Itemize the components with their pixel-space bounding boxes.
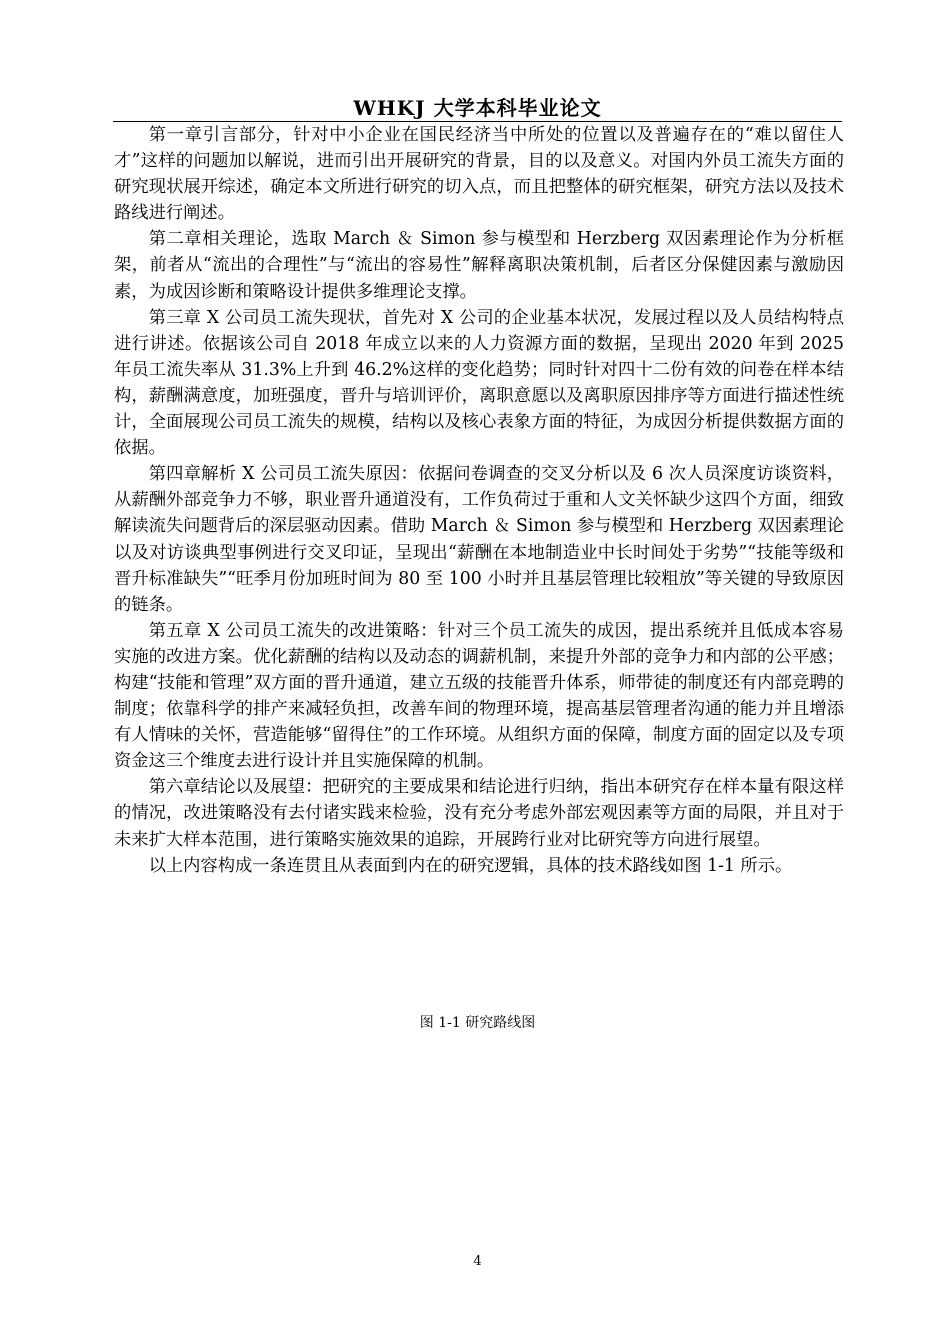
paragraph-chapter-5: 第五章 X 公司员工流失的改进策略：针对三个员工流失的成因，提出系统并且低成本容易实施的改进方案。优化薪酬的结构以及动态的调薪机制，来提升外部的竞争力和内部的公平感；构建“技能和管理”双方面的晋升通道，建立五级的技能晋升体系，师带徒的制度还有内部竞聘的制度；依靠科学的排产来减轻负担，改善车间的物理环境，提高基层管理者沟通的能力并且增添有人情味的关怀，营造能够“留得住”的工作环境。从组织方面的保障，制度方面的固定以及专项资金这三个维度去进行设计并且实施保障的机制。	[114, 620, 844, 772]
page-number: 4	[473, 1254, 482, 1269]
paragraph-chapter-2: 第二章相关理论，选取 March ＆ Simon 参与模型和 Herzberg 双因素理论作为分析框架，前者从“流出的合理性”与“流出的容易性”解释离职决策机制，后者区分保健因素与激励因素，为成因诊断和策略设计提供多维理论支撑。	[114, 229, 844, 302]
running-header-title: WHKJ 大学本科毕业论文	[353, 96, 602, 120]
paragraph-chapter-1: 第一章引言部分，针对中小企业在国民经济当中所处的位置以及普遍存在的“难以留住人才”这样的问题加以解说，进而引出开展研究的背景，目的以及意义。对国内外员工流失方面的研究现状展开综述，确定本文所进行研究的切入点，而且把整体的研究框架，研究方法以及技术路线进行阐述。	[114, 125, 844, 224]
figure-caption: 图 1-1 研究路线图	[419, 1015, 536, 1031]
paragraph-chapter-6: 第六章结论以及展望：把研究的主要成果和结论进行归纳，指出本研究存在样本量有限这样的情况，改进策略没有去付诸实践来检验，没有充分考虑外部宏观因素等方面的局限，并且对于未来扩大样本范围，进行策略实施效果的追踪，开展跨行业对比研究等方向进行展望。	[114, 777, 844, 850]
body-text	[114, 122, 844, 879]
paragraph-summary: 以上内容构成一条连贯且从表面到内在的研究逻辑，具体的技术路线如图 1-1 所示。	[148, 855, 793, 876]
paragraph-chapter-3: 第三章 X 公司员工流失现状，首先对 X 公司的企业基本状况，发展过程以及人员结构特点进行讲述。依据该公司自 2018 年成立以来的人力资源方面的数据，呈现出 2020 年到 2025 年员工流失率从 31.3%上升到 46.2%这样的变化趋势；同时针对四十二份有效的问卷在样本结构，薪酬满意度，加班强度，晋升与培训评价，离职意愿以及离职原因排序等方面进行描述性统计，全面展现公司员工流失的规模，结构以及核心表象方面的特征，为成因分析提供数据方面的依据。	[114, 307, 844, 459]
paragraph-chapter-4: 第四章解析 X 公司员工流失原因：依据问卷调查的交叉分析以及 6 次人员深度访谈资料，从薪酬外部竞争力不够，职业晋升通道没有，工作负荷过于重和人文关怀缺少这四个方面，细致解读流失问题背后的深层驱动因素。借助 March ＆ Simon 参与模型和 Herzberg 双因素理论以及对访谈典型事例进行交叉印证，呈现出“薪酬在本地制造业中长时间处于劣势”“技能等级和晋升标准缺失”“旺季月份加班时间为 80 至 100 小时并且基层管理比较粗放”等关键的导致原因的链条。	[114, 464, 844, 615]
